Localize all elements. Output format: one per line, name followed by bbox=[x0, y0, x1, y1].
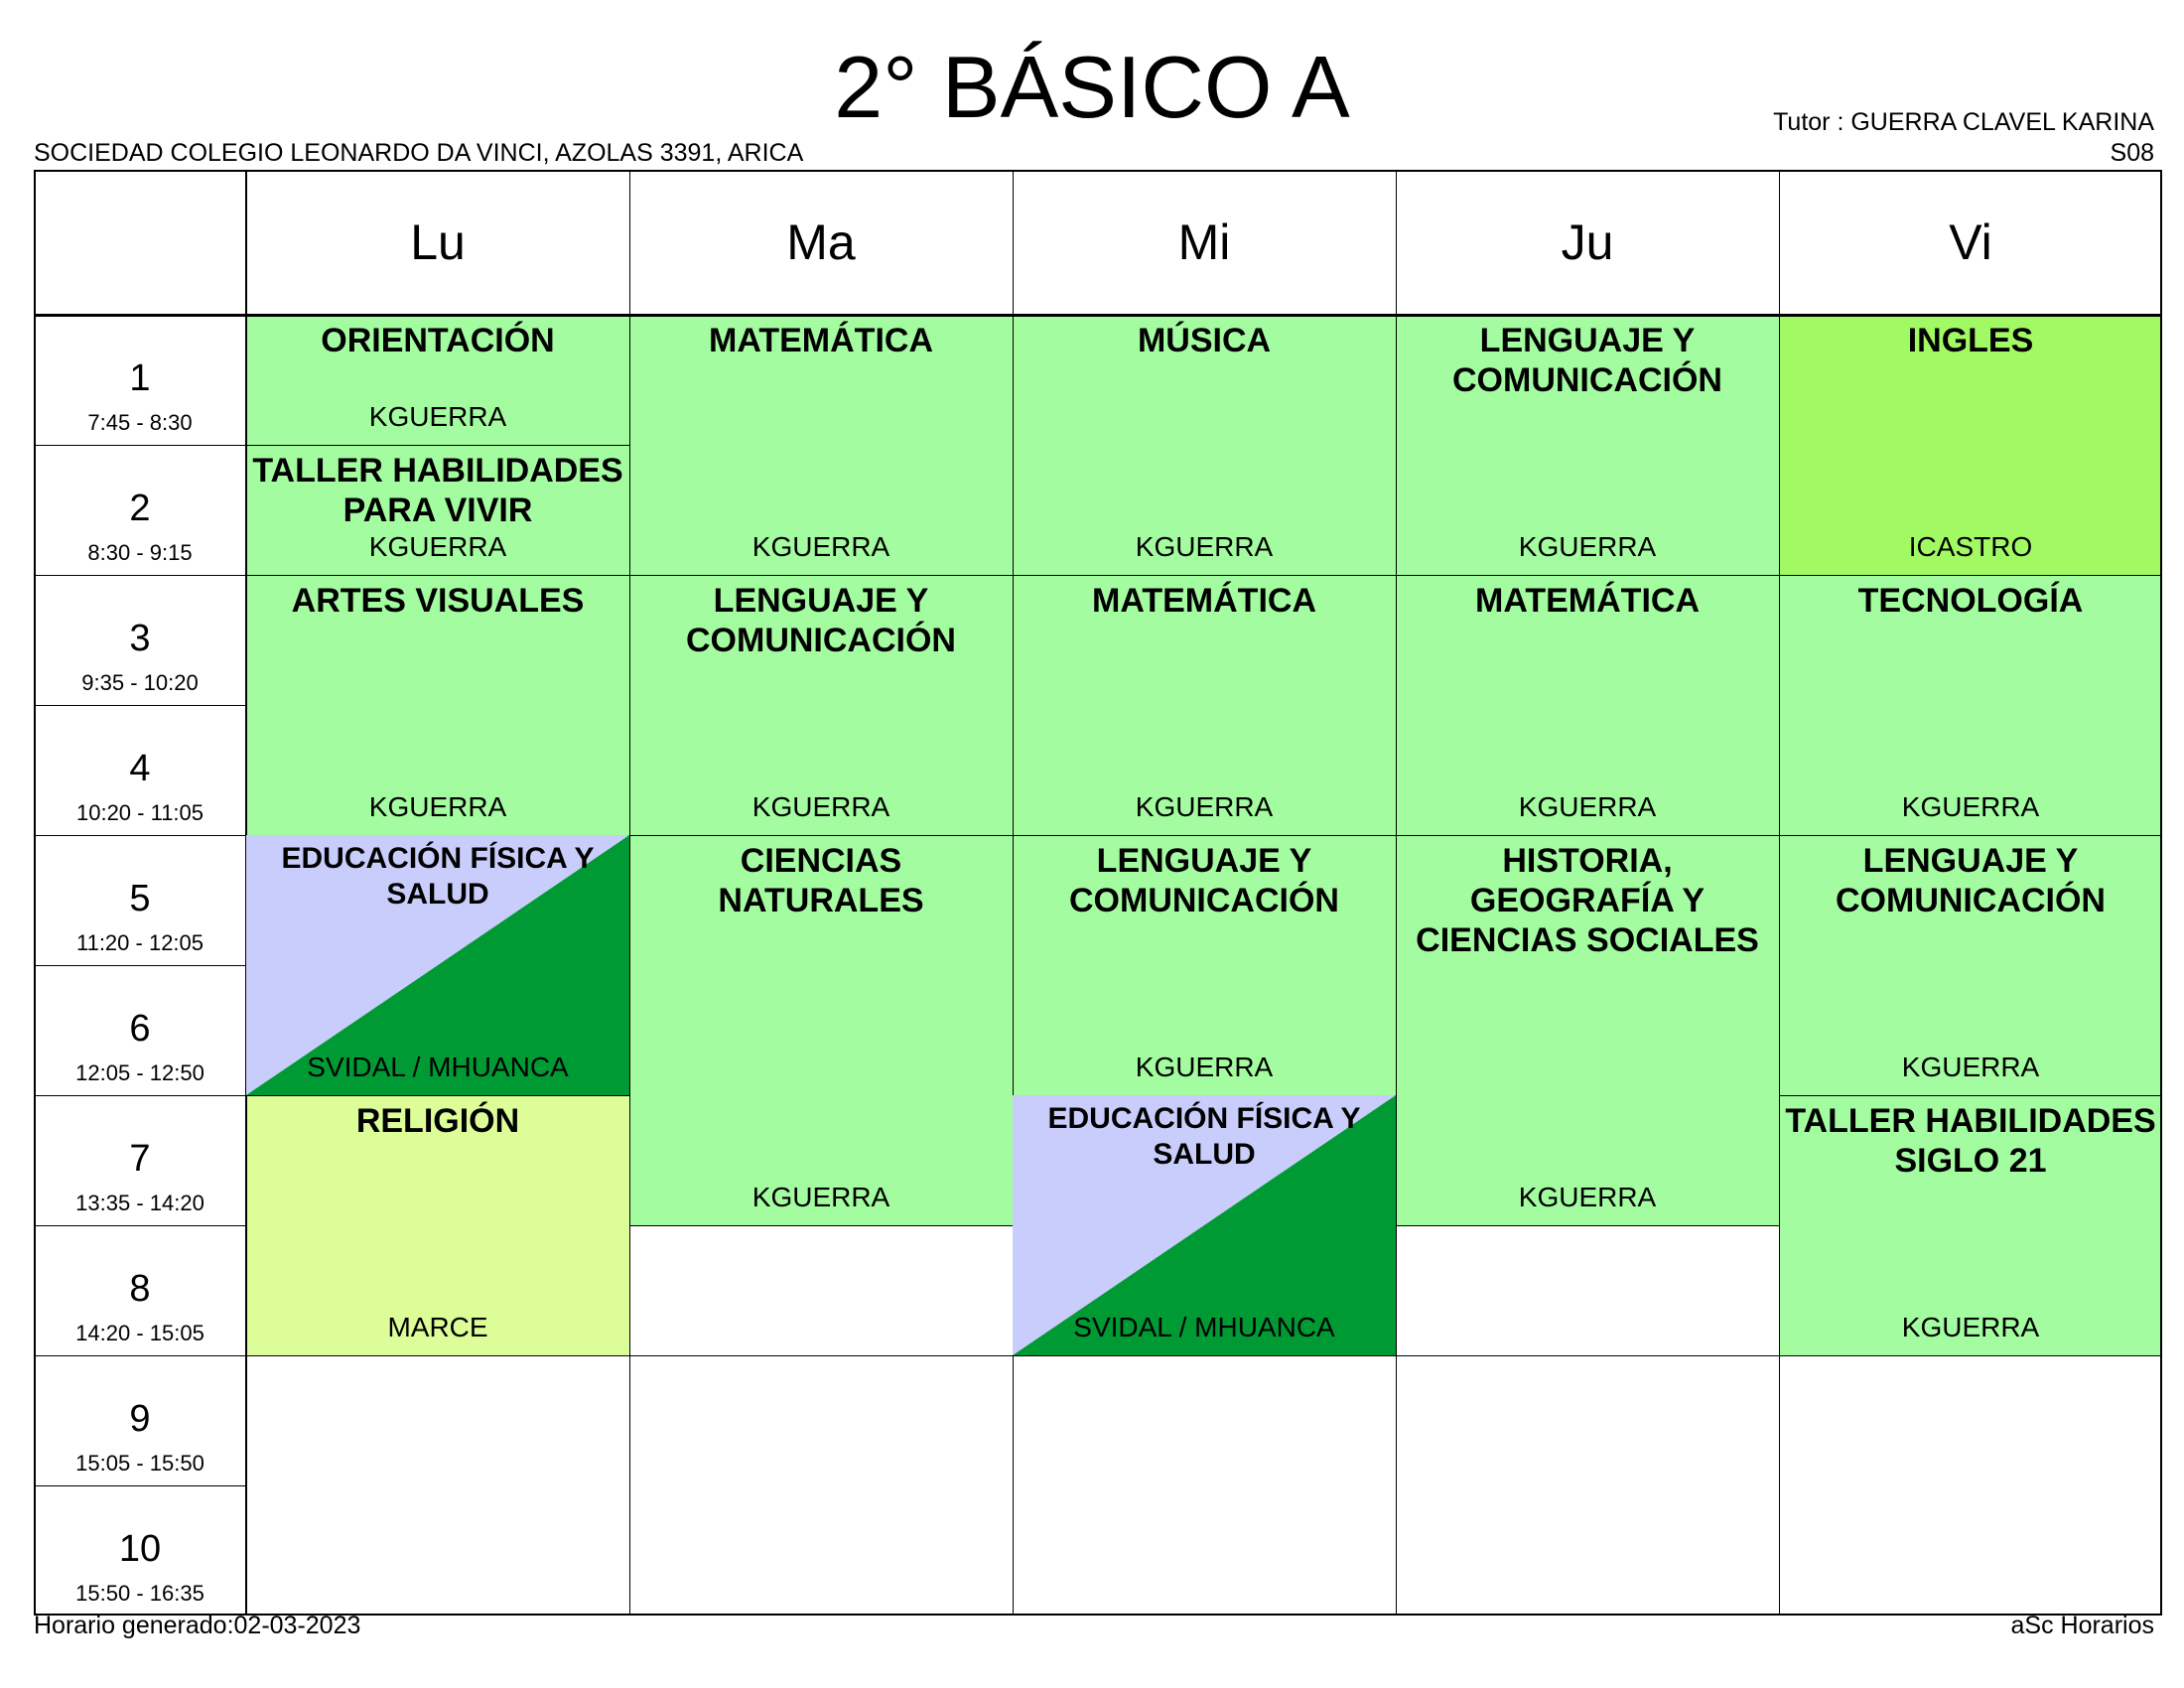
lesson-subject: HISTORIA, GEOGRAFÍA Y CIENCIAS SOCIALES bbox=[1416, 842, 1759, 959]
lesson-subject: EDUCACIÓN FÍSICA Y SALUD bbox=[1047, 1102, 1361, 1171]
grid-line bbox=[246, 1355, 629, 1356]
grid-line bbox=[1013, 170, 1014, 1616]
lesson-subject: ARTES VISUALES bbox=[291, 582, 585, 620]
grid-line bbox=[1396, 170, 1397, 1616]
grid-line bbox=[1396, 1225, 1779, 1226]
period-number: 8 bbox=[129, 1268, 151, 1310]
lesson-subject: MATEMÁTICA bbox=[709, 322, 933, 359]
lesson-subject: TALLER HABILIDADES SIGLO 21 bbox=[1785, 1102, 2156, 1180]
grid-line bbox=[1779, 170, 1780, 1616]
period-number: 1 bbox=[129, 357, 151, 399]
grid-line bbox=[1013, 835, 1396, 836]
period-number: 3 bbox=[129, 618, 151, 659]
lesson-teacher: KGUERRA bbox=[1518, 531, 1657, 562]
grid-line bbox=[34, 835, 246, 836]
grid-line bbox=[629, 575, 1013, 576]
lesson-subject: INGLES bbox=[1907, 322, 2034, 359]
period-time: 12:05 - 12:50 bbox=[75, 1060, 205, 1085]
lesson-subject: EDUCACIÓN FÍSICA Y SALUD bbox=[281, 842, 595, 911]
lesson-teacher: KGUERRA bbox=[1901, 1052, 2040, 1082]
period-number: 2 bbox=[129, 488, 151, 529]
lesson-subject: MÚSICA bbox=[1137, 322, 1272, 359]
lesson-teacher: KGUERRA bbox=[368, 401, 507, 432]
tutor-label: Tutor : GUERRA CLAVEL KARINA bbox=[1773, 108, 2154, 136]
grid-line bbox=[34, 575, 246, 576]
grid-line bbox=[1396, 1355, 1779, 1356]
lesson-subject: TALLER HABILIDADES PARA VIVIR bbox=[252, 452, 623, 529]
lesson-teacher: KGUERRA bbox=[368, 791, 507, 822]
period-time: 7:45 - 8:30 bbox=[87, 410, 193, 435]
grid-line bbox=[34, 1095, 246, 1096]
day-header: Vi bbox=[1949, 214, 1992, 270]
lesson-teacher: KGUERRA bbox=[1135, 791, 1274, 822]
grid-line bbox=[629, 835, 1013, 836]
lesson-subject: ORIENTACIÓN bbox=[321, 322, 555, 359]
grid-line bbox=[34, 314, 2162, 317]
period-time: 9:35 - 10:20 bbox=[81, 670, 199, 695]
grid-line bbox=[629, 170, 630, 1616]
period-time: 14:20 - 15:05 bbox=[75, 1321, 205, 1345]
room-code: S08 bbox=[2110, 139, 2154, 167]
day-header: Lu bbox=[410, 214, 466, 270]
lesson-teacher: KGUERRA bbox=[751, 1182, 890, 1212]
generated-date: Horario generado:02-03-2023 bbox=[34, 1612, 361, 1639]
school-label: SOCIEDAD COLEGIO LEONARDO DA VINCI, AZOLAS 3391, ARICA bbox=[34, 139, 804, 167]
lesson-teacher: ICASTRO bbox=[1908, 531, 2033, 562]
lesson-teacher: SVIDAL / MHUANCA bbox=[1073, 1312, 1335, 1342]
period-time: 13:35 - 14:20 bbox=[75, 1191, 205, 1215]
lesson-cell bbox=[246, 445, 629, 575]
period-number: 9 bbox=[129, 1398, 151, 1440]
page-title: 2° BÁSICO A bbox=[834, 38, 1350, 136]
period-number: 5 bbox=[129, 878, 151, 919]
grid-line bbox=[1779, 835, 2162, 836]
grid-line bbox=[1779, 1355, 2162, 1356]
lesson-teacher: KGUERRA bbox=[1135, 1052, 1274, 1082]
lesson-teacher: KGUERRA bbox=[1135, 531, 1274, 562]
lesson-subject: LENGUAJE Y COMUNICACIÓN bbox=[1836, 842, 2106, 919]
lesson-subject: MATEMÁTICA bbox=[1475, 582, 1700, 620]
grid-line bbox=[1013, 575, 1396, 576]
grid-line bbox=[629, 1355, 1013, 1356]
period-number: 4 bbox=[129, 748, 151, 789]
lesson-teacher: KGUERRA bbox=[368, 531, 507, 562]
lesson-teacher: KGUERRA bbox=[1901, 791, 2040, 822]
grid-line bbox=[246, 575, 629, 576]
grid-line bbox=[34, 705, 246, 706]
grid-line bbox=[1396, 575, 1779, 576]
period-number: 10 bbox=[118, 1528, 162, 1570]
grid-line bbox=[629, 1225, 1013, 1226]
lesson-cell bbox=[246, 835, 629, 1095]
grid-line bbox=[34, 1485, 246, 1486]
period-time: 15:05 - 15:50 bbox=[75, 1451, 205, 1476]
grid-line bbox=[34, 1225, 246, 1226]
day-header: Mi bbox=[1177, 214, 1231, 270]
lesson-subject: LENGUAJE Y COMUNICACIÓN bbox=[1069, 842, 1339, 919]
grid-line bbox=[1779, 575, 2162, 576]
grid-line bbox=[246, 445, 629, 446]
period-time: 8:30 - 9:15 bbox=[87, 540, 193, 565]
grid-line bbox=[1396, 835, 1779, 836]
grid-line bbox=[1013, 1355, 1396, 1356]
grid-line bbox=[34, 1355, 246, 1356]
lesson-teacher: KGUERRA bbox=[1901, 1312, 2040, 1342]
day-header: Ju bbox=[1561, 214, 1614, 270]
lesson-teacher: KGUERRA bbox=[751, 791, 890, 822]
generator-name: aSc Horarios bbox=[2010, 1612, 2154, 1639]
lesson-teacher: KGUERRA bbox=[1518, 1182, 1657, 1212]
lesson-teacher: MARCE bbox=[387, 1312, 488, 1342]
lesson-teacher: SVIDAL / MHUANCA bbox=[307, 1052, 569, 1082]
lesson-teacher: KGUERRA bbox=[1518, 791, 1657, 822]
lesson-subject: MATEMÁTICA bbox=[1092, 582, 1316, 620]
lesson-subject: RELIGIÓN bbox=[355, 1102, 520, 1140]
grid-line bbox=[34, 965, 246, 966]
period-time: 10:20 - 11:05 bbox=[75, 800, 205, 825]
lesson-subject: CIENCIAS NATURALES bbox=[718, 842, 924, 919]
period-number: 6 bbox=[129, 1008, 151, 1050]
period-number: 7 bbox=[129, 1138, 151, 1180]
lesson-subject: LENGUAJE Y COMUNICACIÓN bbox=[1452, 322, 1722, 399]
period-time: 11:20 - 12:05 bbox=[75, 930, 205, 955]
day-header: Ma bbox=[786, 214, 856, 270]
grid-line bbox=[1779, 1095, 2162, 1096]
grid-line bbox=[34, 445, 246, 446]
lesson-subject: LENGUAJE Y COMUNICACIÓN bbox=[686, 582, 956, 659]
period-time: 15:50 - 16:35 bbox=[75, 1581, 205, 1606]
lesson-subject: TECNOLOGÍA bbox=[1857, 582, 2084, 620]
lesson-cell bbox=[1013, 1095, 1396, 1355]
lesson-teacher: KGUERRA bbox=[751, 531, 890, 562]
grid-line bbox=[246, 1095, 629, 1096]
